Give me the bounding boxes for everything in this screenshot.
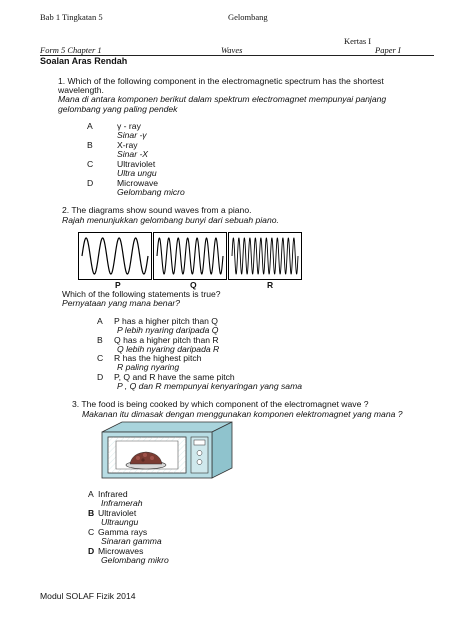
q2-option-c-ms: R paling nyaring <box>117 362 180 372</box>
q2-option-b-ms: Q lebih nyaring daripada R <box>117 344 220 354</box>
q3-text-ms: Makanan itu dimasak dengan menggunakan komponen elektromagnet yang mana ? <box>82 409 403 419</box>
q1-option-d-ms: Gelombang micro <box>117 187 185 197</box>
q2-option-b-letter: B <box>97 335 103 345</box>
header-paper-en: Paper I <box>375 45 401 55</box>
q2-option-a-ms: P lebih nyaring daripada Q <box>117 325 219 335</box>
q1-option-c-letter: C <box>87 159 94 169</box>
q1-text-en-2: wavelength. <box>58 85 104 95</box>
q1-option-a-letter: A <box>87 121 93 131</box>
q2-option-d-letter: D <box>97 372 104 382</box>
q2-statement-en: Which of the following statements is true? <box>62 289 221 299</box>
wave-label-r: R <box>267 280 274 290</box>
header-chapter-en: Form 5 Chapter 1 <box>40 45 102 55</box>
q3-option-c-ms: Sinaran gamma <box>101 536 162 546</box>
q1-option-b-ms: Sinar -X <box>117 149 149 159</box>
q2-option-c-en: R has the highest pitch <box>114 353 202 363</box>
wave-diagram-q <box>153 232 227 280</box>
q3-option-b-en: Ultraviolet <box>98 508 137 518</box>
q1-option-a-ms: Sinar -γ <box>117 130 147 140</box>
q3-option-a-letter: A <box>88 489 94 499</box>
microwave-oven-illustration <box>96 420 246 482</box>
q3-option-d-en: Microwaves <box>98 546 144 556</box>
q3-option-b-letter: B <box>88 508 95 518</box>
q2-option-d-ms: P , Q dan R mempunyai kenyaringan yang sama <box>117 381 303 391</box>
q1-option-d-en: Microwave <box>117 178 159 188</box>
q2-option-a-en: P has a higher pitch than Q <box>114 316 218 326</box>
q2-option-d-en: P, Q and R have the same pitch <box>114 372 235 382</box>
q2-text-ms: Rajah menunjukkan gelombang bunyi dari sebuah piano. <box>62 215 279 225</box>
q1-text-ms-1: Mana di antara komponen berikut dalam spektrum electromagnet mempunyai panjang <box>58 94 387 104</box>
q2-statement-ms: Pernyataan yang mana benar? <box>62 298 181 308</box>
wave-label-p: P <box>115 280 121 290</box>
q2-text-en: 2. The diagrams show sound waves from a piano. <box>62 205 252 215</box>
header-topic-en: Waves <box>221 45 243 55</box>
q2-option-a-letter: A <box>97 316 103 326</box>
wave-diagram-r <box>228 232 302 280</box>
q3-option-b-ms: Ultraungu <box>101 517 139 527</box>
q1-option-b-letter: B <box>87 140 93 150</box>
footer-text: Modul SOLAF Fizik 2014 <box>40 591 136 601</box>
wave-label-q: Q <box>190 280 197 290</box>
q1-text-en-1: 1. Which of the following component in the electromagnetic spectrum has the shortest <box>58 76 384 86</box>
header-chapter: Bab 1 Tingkatan 5 <box>40 12 103 22</box>
q1-option-c-en: Ultraviolet <box>117 159 156 169</box>
q3-text-en: 3. The food is being cooked by which component of the electromagnet wave ? <box>72 399 369 409</box>
q2-option-b-en: Q has a higher pitch than R <box>114 335 219 345</box>
q1-option-b-en: X-ray <box>117 140 138 150</box>
header-paper: Kertas I <box>344 36 372 46</box>
wave-diagram-p <box>78 232 152 280</box>
q1-option-a-en: γ - ray <box>117 121 141 131</box>
header-topic: Gelombang <box>228 12 268 22</box>
q3-option-d-ms: Gelombang mikro <box>101 555 169 565</box>
q2-option-c-letter: C <box>97 353 104 363</box>
q3-option-a-ms: Inframerah <box>101 498 143 508</box>
q3-option-c-letter: C <box>88 527 95 537</box>
q3-option-d-letter: D <box>88 546 95 556</box>
section-title: Soalan Aras Rendah <box>40 56 128 66</box>
q3-option-a-en: Infrared <box>98 489 128 499</box>
q1-option-d-letter: D <box>87 178 94 188</box>
q1-text-ms-2: gelombang yang paling pendek <box>58 104 178 114</box>
q1-option-c-ms: Ultra ungu <box>117 168 157 178</box>
q3-option-c-en: Gamma rays <box>98 527 148 537</box>
